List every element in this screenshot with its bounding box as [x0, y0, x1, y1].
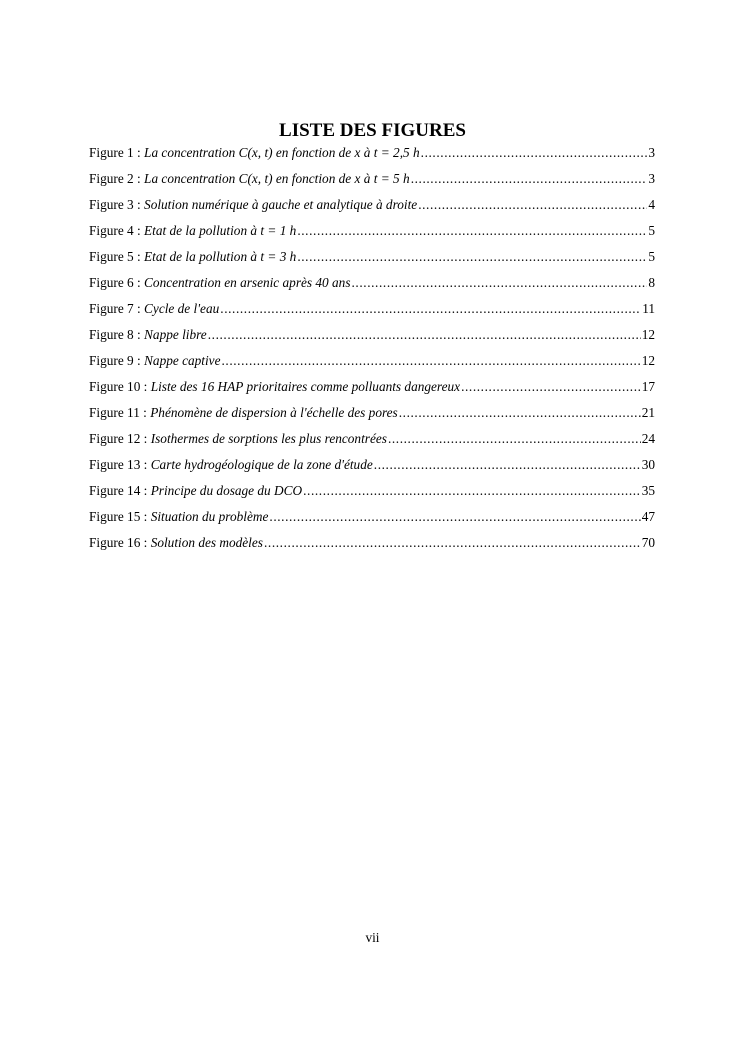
dot-leader — [221, 351, 640, 371]
figure-caption: Etat de la pollution à t = 1 h — [144, 223, 297, 238]
figure-entry[interactable]: Figure 2 : La concentration C(x, t) en fonction de x à t = 5 h ..... 3 — [89, 169, 655, 195]
page-title: LISTE DES FIGURES — [279, 119, 466, 141]
dot-leader — [461, 377, 641, 397]
figure-label: Figure 6 — [89, 275, 134, 290]
dot-leader — [418, 195, 647, 215]
figure-caption: La concentration C(x, t) en fonction de x à t = 2,5 h — [144, 145, 420, 160]
figure-caption: Solution des modèles — [150, 535, 263, 550]
dot-leader — [352, 273, 648, 293]
figure-entry[interactable]: Figure 9 : Nappe captive ..... 12 — [89, 351, 655, 377]
figure-page-number: 3 — [648, 171, 655, 186]
figure-entry[interactable]: Figure 16 : Solution des modèles ..... 70 — [89, 533, 655, 559]
figure-page-number: 30 — [641, 457, 655, 472]
dot-leader — [264, 533, 641, 553]
figure-caption: Isothermes de sorptions les plus rencontrées — [150, 431, 387, 446]
figure-page-number: 24 — [641, 431, 655, 446]
figure-caption: Situation du problème — [150, 509, 269, 524]
figure-caption: Principe du dosage du DCO — [150, 483, 303, 498]
figure-page-number: 5 — [648, 223, 655, 238]
dot-leader — [374, 455, 641, 475]
figure-caption: Etat de la pollution à t = 3 h — [144, 249, 297, 264]
figure-page-number: 12 — [641, 353, 655, 368]
dot-leader — [388, 429, 641, 449]
figure-page-number: 12 — [641, 327, 655, 342]
figure-label: Figure 16 — [89, 535, 141, 550]
dot-leader — [297, 221, 647, 241]
figure-page-number: 35 — [641, 483, 655, 498]
figure-page-number: 11 — [642, 301, 655, 316]
dot-leader — [297, 247, 647, 267]
figure-label: Figure 8 — [89, 327, 134, 342]
figure-entry[interactable]: Figure 7 : Cycle de l'eau ..... 11 — [89, 299, 655, 325]
figure-label: Figure 5 — [89, 249, 134, 264]
figure-page-number: 17 — [641, 379, 655, 394]
figure-label: Figure 1 — [89, 145, 134, 160]
figure-label: Figure 10 — [89, 379, 141, 394]
figure-label: Figure 2 — [89, 171, 134, 186]
figure-entry[interactable]: Figure 5 : Etat de la pollution à t = 3 h ..... 5 — [89, 247, 655, 273]
figure-entry[interactable]: Figure 15 : Situation du problème ..... 47 — [89, 507, 655, 533]
figure-page-number: 47 — [641, 509, 655, 524]
figure-label: Figure 7 — [89, 301, 134, 316]
figure-caption: Carte hydrogéologique de la zone d'étude — [150, 457, 373, 472]
dot-leader — [411, 169, 648, 189]
figure-label: Figure 11 — [89, 405, 140, 420]
figure-page-number: 21 — [641, 405, 655, 420]
figure-entry[interactable]: Figure 3 : Solution numérique à gauche et analytique à droite ..... 4 — [89, 195, 655, 221]
figure-page-number: 4 — [648, 197, 655, 212]
dot-leader — [220, 299, 641, 319]
figure-caption: Cycle de l'eau — [144, 301, 220, 316]
dot-leader — [421, 143, 648, 163]
figure-caption: Nappe captive — [144, 353, 221, 368]
figure-page-number: 3 — [648, 145, 655, 160]
figure-entry[interactable]: Figure 12 : Isothermes de sorptions les plus rencontrées ..... 24 — [89, 429, 655, 455]
figure-entry[interactable]: Figure 11 : Phénomène de dispersion à l'échelle des pores ..... 21 — [89, 403, 655, 429]
figure-caption: Phénomène de dispersion à l'échelle des pores — [150, 405, 398, 420]
dot-leader — [269, 507, 640, 527]
figure-entry[interactable]: Figure 13 : Carte hydrogéologique de la zone d'étude ..... 30 — [89, 455, 655, 481]
figure-entry[interactable]: Figure 14 : Principe du dosage du DCO ..... 35 — [89, 481, 655, 507]
page-number: vii — [365, 930, 380, 945]
figure-label: Figure 15 — [89, 509, 141, 524]
figure-page-number: 70 — [641, 535, 655, 550]
figure-label: Figure 14 — [89, 483, 141, 498]
figure-caption: Solution numérique à gauche et analytique à droite — [144, 197, 418, 212]
figure-label: Figure 12 — [89, 431, 141, 446]
figure-entry[interactable]: Figure 1 : La concentration C(x, t) en fonction de x à t = 2,5 h ..... 3 — [89, 143, 655, 169]
figure-label: Figure 3 — [89, 197, 134, 212]
figure-label: Figure 4 — [89, 223, 134, 238]
dot-leader — [208, 325, 641, 345]
figure-caption: Liste des 16 HAP prioritaires comme polluants dangereux — [150, 379, 461, 394]
figure-caption: La concentration C(x, t) en fonction de x à t = 5 h — [144, 171, 410, 186]
figure-page-number: 5 — [648, 249, 655, 264]
figure-label: Figure 9 — [89, 353, 134, 368]
dot-leader — [399, 403, 641, 423]
figure-page-number: 8 — [648, 275, 655, 290]
figure-entry[interactable]: Figure 10 : Liste des 16 HAP prioritaires comme polluants dangereux ..... 17 — [89, 377, 655, 403]
figure-label: Figure 13 — [89, 457, 141, 472]
figure-entry[interactable]: Figure 6 : Concentration en arsenic après 40 ans ..... 8 — [89, 273, 655, 299]
figure-caption: Nappe libre — [144, 327, 207, 342]
figure-entry[interactable]: Figure 8 : Nappe libre ..... 12 — [89, 325, 655, 351]
figure-list — [89, 143, 655, 559]
figure-entry[interactable]: Figure 4 : Etat de la pollution à t = 1 h ..... 5 — [89, 221, 655, 247]
dot-leader — [303, 481, 641, 501]
figure-caption: Concentration en arsenic après 40 ans — [144, 275, 351, 290]
